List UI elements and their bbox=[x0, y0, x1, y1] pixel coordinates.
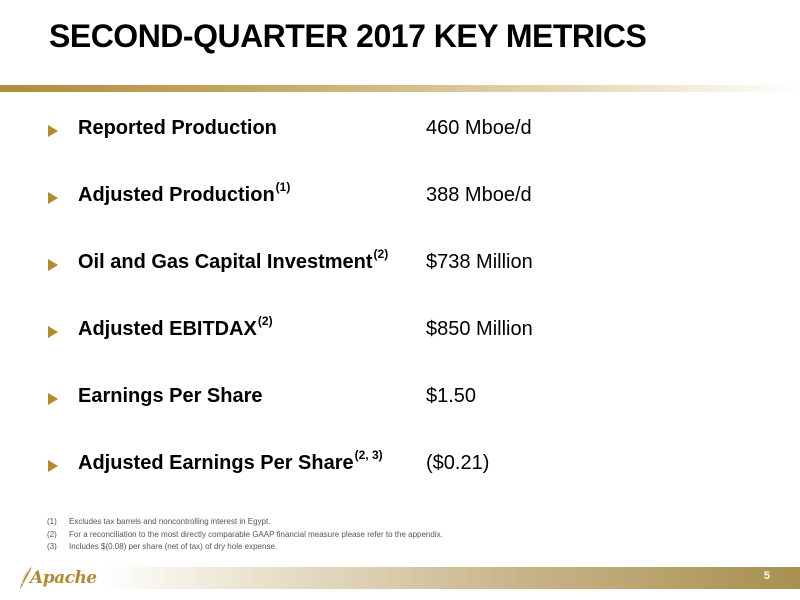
metric-row bbox=[48, 311, 768, 378]
metric-label: Reported Production bbox=[78, 117, 277, 139]
metric-value: 388 Mboe/d bbox=[426, 184, 532, 206]
metric-value: $738 Million bbox=[426, 251, 533, 273]
metric-label: Oil and Gas Capital Investment$^{(2)}$ bbox=[78, 247, 389, 273]
metric-value: 460 Mboe/d bbox=[426, 117, 532, 139]
metric-label: Adjusted Earnings Per Share$^{(2, 3)}$ bbox=[78, 448, 383, 474]
footnote-number: (1) bbox=[47, 517, 57, 526]
bullet-arrow-icon bbox=[48, 192, 58, 204]
bullet-arrow-icon bbox=[48, 125, 58, 137]
bullet-arrow-icon bbox=[48, 460, 58, 472]
metric-label: Adjusted Production$^{(1)}$ bbox=[78, 180, 291, 206]
metric-value: $850 Million bbox=[426, 318, 533, 340]
metric-footnote-ref: (1) bbox=[275, 180, 291, 194]
bullet-arrow-icon bbox=[48, 326, 58, 338]
metric-row bbox=[48, 445, 768, 512]
metric-footnote-ref: (2) bbox=[373, 247, 389, 261]
title-divider bbox=[0, 85, 800, 92]
page-number: 5 bbox=[763, 570, 770, 582]
slide-title: SECOND-QUARTER 2017 KEY METRICS bbox=[49, 18, 647, 54]
metric-footnote-ref: (2) bbox=[257, 314, 273, 328]
metric-value: ($0.21) bbox=[426, 452, 490, 474]
logo-wordmark: Apache bbox=[30, 568, 97, 588]
footnote-text: Includes $(0.08) per share (net of tax) of dry hole expense. bbox=[69, 542, 278, 551]
footer-bar bbox=[100, 567, 800, 589]
footnote-text: For a reconciliation to the most directly comparable GAAP financial measure please refer to the appendix. bbox=[69, 529, 443, 539]
metric-row bbox=[48, 378, 768, 445]
bullet-arrow-icon bbox=[48, 393, 58, 405]
metric-label: Adjusted EBITDAX$^{(2)}$ bbox=[78, 314, 273, 340]
metric-row bbox=[48, 110, 768, 177]
footnote-text: Excludes tax barrels and noncontrolling interest in Egypt. bbox=[69, 517, 271, 526]
metric-footnote-ref: (2, 3) bbox=[354, 448, 383, 462]
bullet-arrow-icon bbox=[48, 259, 58, 271]
apache-logo bbox=[18, 566, 97, 592]
metrics-list bbox=[48, 110, 768, 512]
metric-label: Earnings Per Share bbox=[78, 385, 263, 407]
footnote-number: (2) bbox=[47, 529, 57, 539]
metric-value: $1.50 bbox=[426, 385, 477, 407]
metric-row bbox=[48, 244, 768, 311]
metric-row bbox=[48, 177, 768, 244]
footnote-number: (3) bbox=[47, 542, 57, 551]
